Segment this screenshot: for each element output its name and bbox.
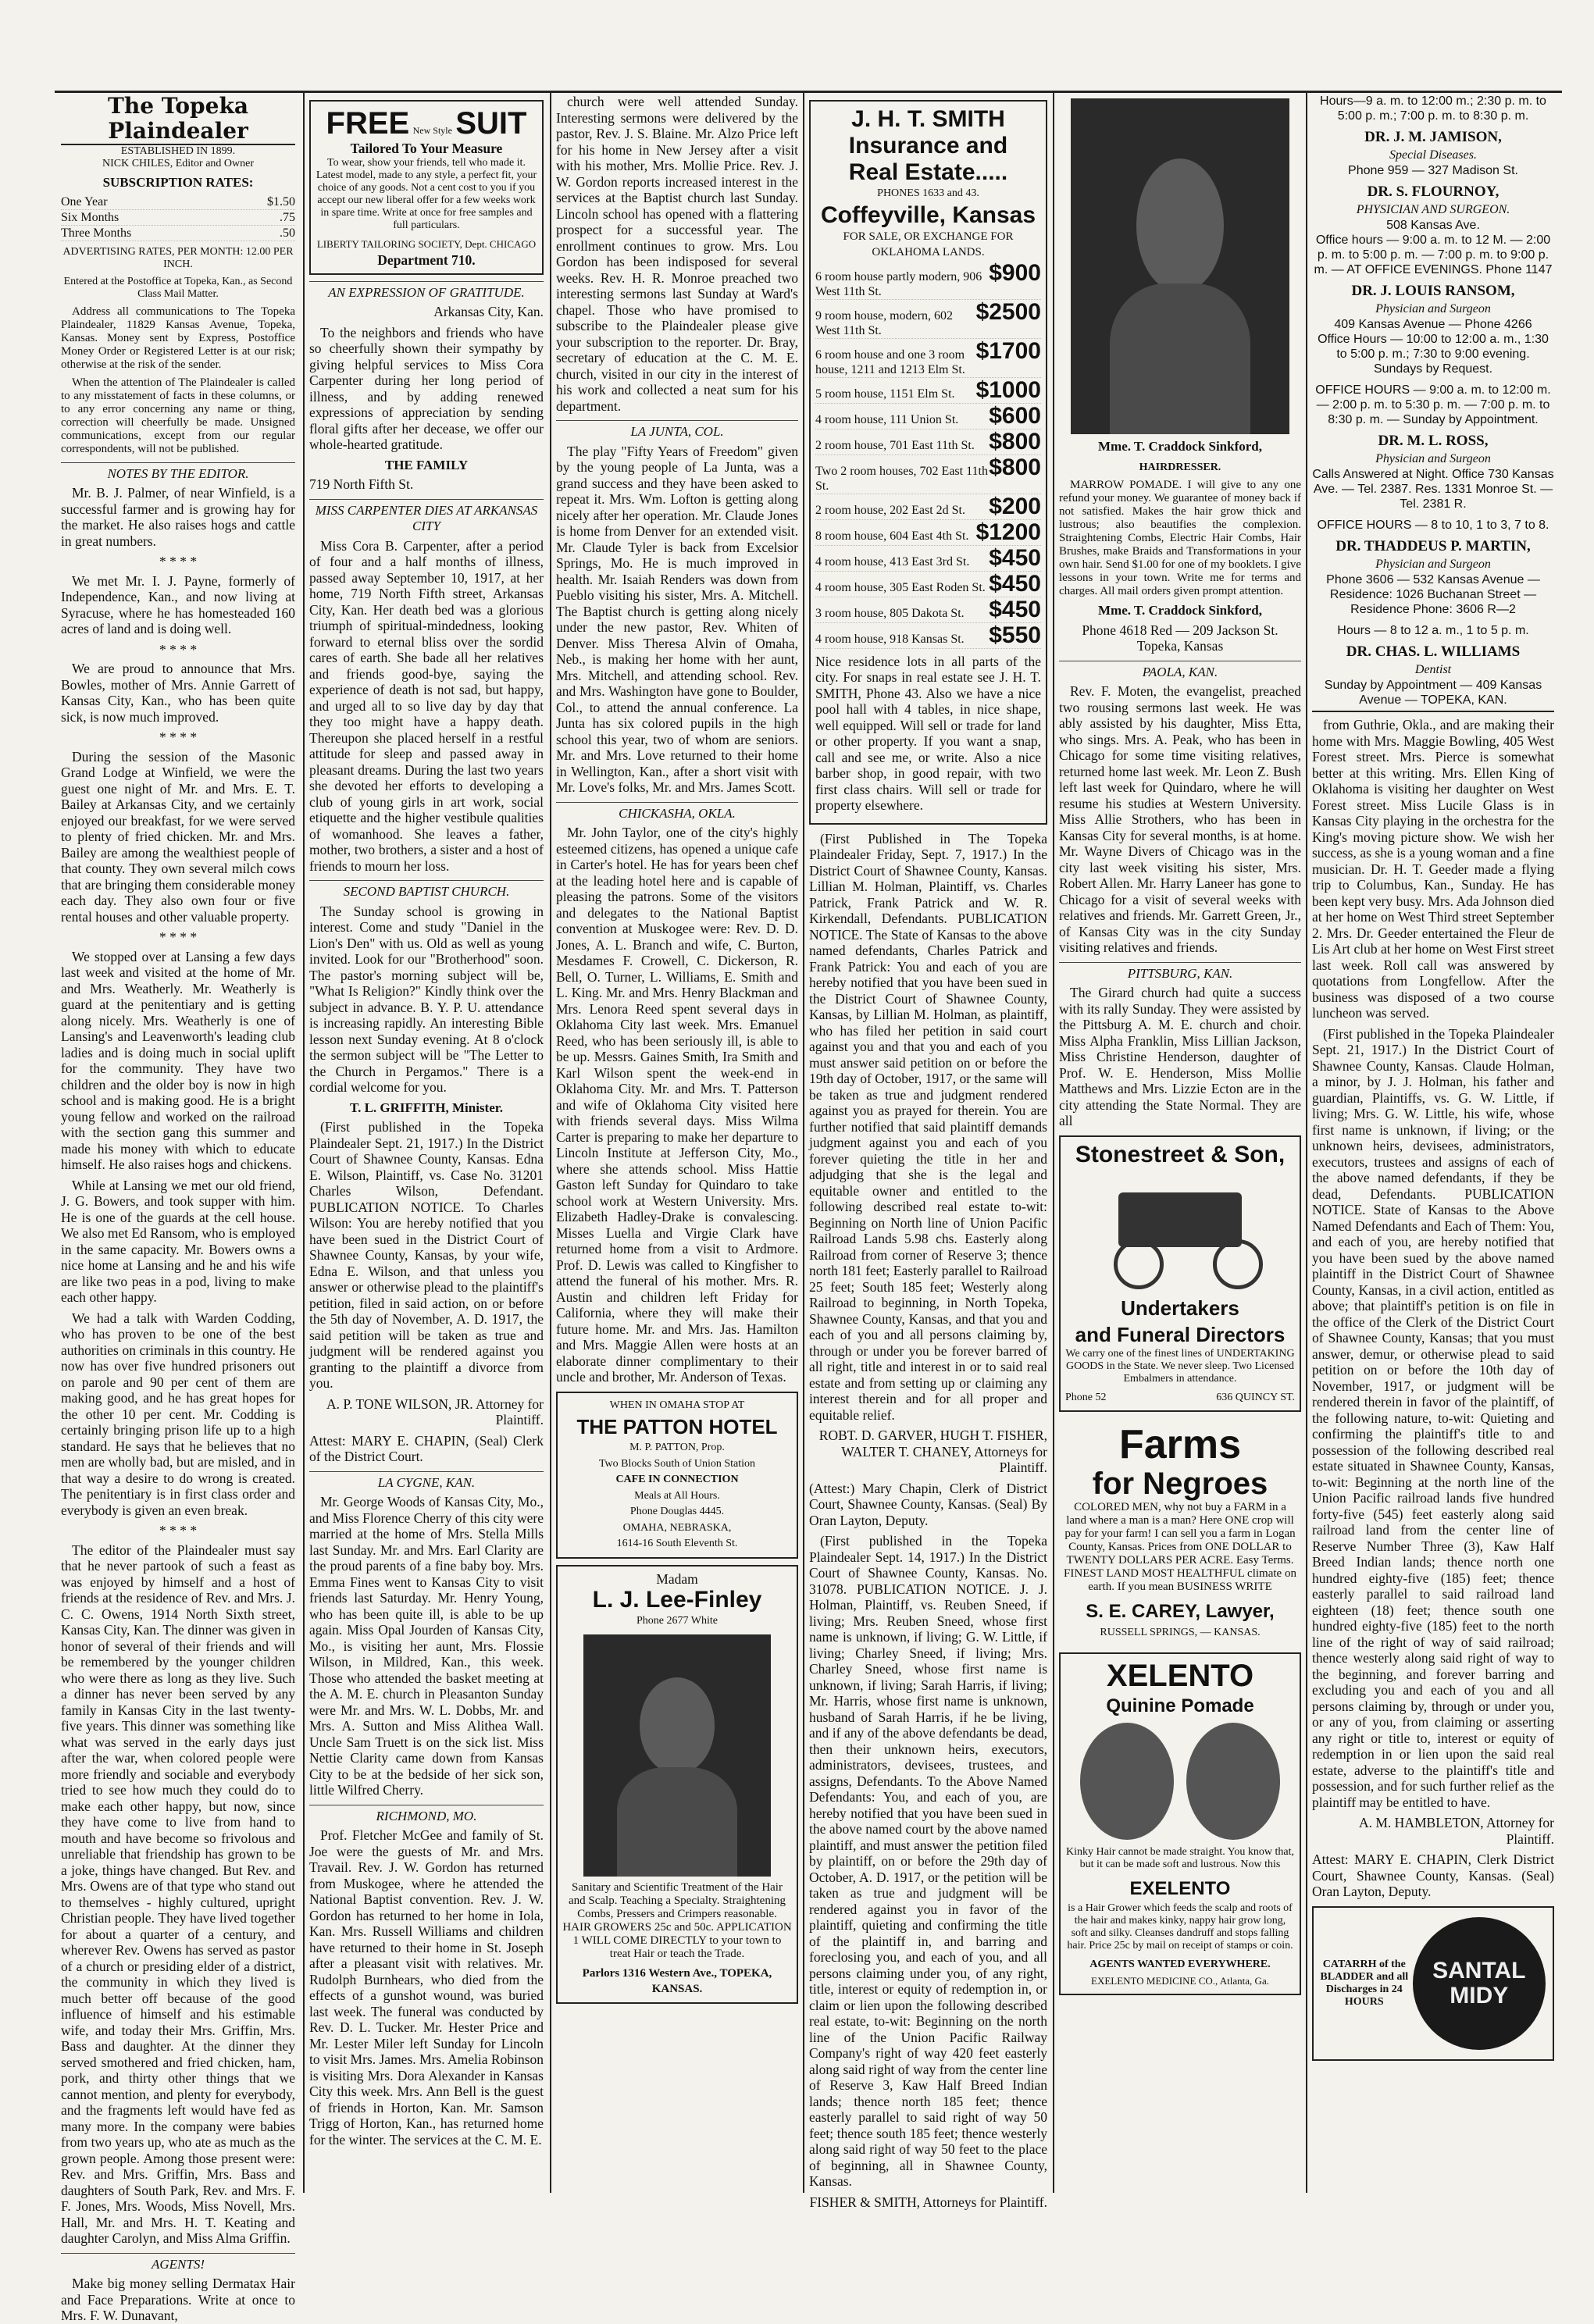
column-1: The Topeka Plaindealer ESTABLISHED IN 1899. NICK CHILES, Editor and Owner SUBSCRIPTION RATES: One Year $1.50 Six Months .75 Three Months .50 ADVERTISING RATES, PER MONTH: 12.00 PER INCH. Entered at the Postoffice at Topeka, Kan., as Second Class Mail Matter. Address all communications to The Topeka Plaindealer, 11829 Kansas Avenue, Topeka, Kansas. Money sent by Express, Postoffice Money Order or Registered Letter is at our risk; otherwise at the risk of the sender. When the attention of The Plaindealer is called to any misstatement of facts in these columns, or to any error concerning any name or thing, correction will cheerfully be made. Unsigned communications, except from our regular correspondents, will not be published. NOTES BY THE EDITOR. Mr. B. J. Palmer, of near Winfield, is a successful farmer and is growing hay for the market. He also raises hogs and cattle in great numbers. * * * * We met Mr. I. J. Payne, formerly of Independence, Kan., and now living at Syracuse, where he has homesteaded 160 acres of land and is doing well. * * * * We are proud to announce that Mrs. Bowles, mother of Mrs. Annie Garrett of Kansas City, Kan., who has been quite sick, is now much improved. * * * * During the session of the Masonic Grand Lodge at Winfield, we were the guest one night of Mr. and Mrs. E. T. Bailey at Arkansas City, and we certainly enjoyed our breakfast, for we were served to plenty of fried chicken. Mr. and Mrs. Bailey are among the wealthiest people of that county. They own several milch cows that are bringing them considerable money each day. They also own four or five rental houses and other valuable property. * * * * We stopped over at Lansing a few days last week and visited at the home of Mr. and Mrs. Weatherly. Mr. Weatherly is guard at the penitentiary and is getting along nicely. Mrs. Weatherly is one of Lansing's and Leavenworth's leading club ladies and is doing much in social uplift for the community. They have two children and the older boy is now in high school and is making good. He is a bright young fellow and worked on the railroad with the section gang this summer and made his money with which to educate himself. He also raises hogs and chickens. While at Lansing we met our old friend, J. G. Bowers, and took supper with him. He is one of the guards at the cell house. We also met Ed Ransom, who is employed in the same capacity. Mr. Bowers owns a nice home at Lansing and he and his wife are like two peas in a pod, living to make each other happy. We had a talk with Warden Codding, who has proven to be one of the best authorities on criminals in this country. He now has over five hundred prisoners out on parole and 90 per cent of them are making good, and he has great hopes for the other 10 per cent. Mr. Codding is certainly bringing prison life up to a high standard. He says that he believes that no men are wholly bad, but are misled, and in that way a desire to do wrong is created. The penitentiary is in first class order and everybody is given an even break. * * * * The editor of the Plaindealer must say that he never partook of such a feast as was enjoyed by himself and a host of friends at the residence of Rev. and Mrs. J. C. C. Owens, 1914 North Sixth street, Kansas City, Kan. The dinner was given in honor of several of their friends and will be remembered by the younger children who were there as long as they live. Such a dinner has never been served by any family in Kansas City in the last twenty-five years. This dinner was something like what was served in the early days just after the war, when colored people were more friendly and sociable and everybody tried to see how much they could do to make each other happy, but now, since they have come to live from hand to mouth and have become so frivolous and unreliable that friendship has grown to be a joke, things have changed. But Rev. and Mrs. Owens are of that type who stand out to themselves - highly cultured, upright Christian people. They have lived together for about a quarter of a century, and wherever Rev. Owens has served as pastor of a church or presiding elder of a district, the community in which they lived is much better off because of the good influence of himself and his estimable wife, and today their Mrs. Griffin, Mrs. Bass and daughter. At the dinner they served smothered and fried chicken, ham, pork, and thirty other things that we cannot mention, and plenty for everybody, and the fragments left would have fed as many more. In the company were babies from two years up, who ate as much as the grown people. Among those present were: Rev. and Mrs. Griffin, Mrs. Bass and daughters of South Park, Rev. and Mrs. F. F. Jones, Mrs. Woods, Miss Novell, Mrs. Hall, Mr. and Mrs. H. T. Keating and daughter Carolyn, and Miss Alma Griffin. AGENTS! Make big money selling Dermatax Hair and Face Preparations. Write at once to Mrs. F. W. Dunavant, — [61, 93, 295, 2323]
baptist-text: The Sunday school is growing in interest. Come and study "Daniel in the Lion's Den" with us. Old as well as young invited. Look for our "Brotherhood" soon. The pastor's morning subject will be, "What Is Religion?" Kindly think over the subject in advance. B. Y. P. U. attendance is increasing rapidly. An interesting Bible lesson next Sunday evening. At 8 o'clock the sermon subject will be "The Letter to the Church in Pergamos." There is a cordial welcome for you. — [309, 903, 544, 1095]
portrait-photo — [583, 1634, 771, 1877]
farms-ad: Farms for Negroes COLORED MEN, why not buy a FARM in a land where a man is a man? Here ONE crop will pay for your farm! I can sell you a farm in Logan County, Kansas. Prices from ONE DOLLAR to TWENTY DOLLARS PER ACRE. Easy Terms. FINEST LAND MOST HEALTHFUL climate on earth. If you mean BUSINESS WRITE S. E. CAREY, Lawyer, RUSSELL SPRINGS, — KANSAS. — [1064, 1422, 1296, 1638]
lajunta-heading: LA JUNTA, COL. — [556, 420, 798, 440]
editor-note: We met Mr. I. J. Payne, formerly of Independence, Kan., and now living at Syracuse, where he has homesteaded 160 acres of land and is doing well. — [61, 572, 295, 636]
richmond-text: Prof. Fletcher McGee and family of St. Joe were the guests of Mr. and Mrs. Travail. Rev. J. W. Gordon has returned from Muskogee, where he attended the National Baptist convention. Rev. J. W. Gordon has returned to her home in Iola, Kan. Mrs. Russell Williams and children have returned to their home in St. Joseph after a pleasant visit with relatives. Mr. Rudolph Burnhears, who died from the effects of a gunshot wound, was buried last week. The funeral was conducted by Rev. D. L. Tucker. Mr. Hester Price and Mr. Lester Miler left Sunday for Lincoln to visit Mrs. James. Mrs. Amelia Robinson is visiting Mrs. Dora Alexander in Kansas City this week. Mrs. Ann Bell is the guest of friends in Horton, Kan. Mr. Samson Trigg of Horton, Kan., has returned home for the winter. The services at the C. M. E. — [309, 1827, 544, 2148]
jamison-name: DR. J. M. JAMISON, — [1364, 129, 1502, 145]
notice-attest: Attest: MARY E. CHAPIN, (Seal) Clerk of the District Court. — [309, 1432, 544, 1464]
stonestreet-ad: Stonestreet & Son, Undertakers and Funeral Directors We carry one of the finest lines of UNDERTAKING GOODS in the State. We never sleep. Two Licensed Embalmers in attendance. Phone 52 636 QUINCY ST. — [1059, 1135, 1301, 1413]
pittsburg-text: The Girard church had quite a success with its rally Sunday. They were assisted by the Pittsburg A. M. E. church and choir. Miss Alpha Franklin, Miss Lillian Jackson, Miss Christine Henderson, daughter of Prof. W. E. Henderson, Miss Mollie Matthews and Mrs. Lizzie Ecton are in the city attending the State Normal. They are all — [1059, 985, 1301, 1128]
agents-heading: AGENTS! — [61, 2253, 295, 2273]
masthead-title: The Topeka Plaindealer — [61, 94, 295, 145]
richmond-heading: RICHMOND, MO. — [309, 1805, 544, 1825]
carpenter-heading: MISS CARPENTER DIES AT ARKANSAS CITY — [309, 499, 544, 535]
column-6: Hours—9 a. m. to 12:00 m.; 2:30 p. m. to 5:00 p. m.; 7:00 p. m. to 8:30 p. m. DR. J. M. JAMISON, Special Diseases. Phone 959 — 327 Madison St. DR. S. FLOURNOY, PHYSICIAN AND SURGEON. 508 Kansas Ave. Office hours — 9:00 a. m. to 12 M. — 2:00 p. m. to 5:00 p. m. — 7:00 p. m. to 9:00 p. m. — AT OFFICE EVENINGS. Phone 1147 DR. J. LOUIS RANSOM, Physician and Surgeon 409 Kansas Avenue — Phone 4266 Office Hours — 10:00 to 12:00 a. m., 1:30 to 5:00 p. m.; 7:30 to 9:00 evening. Sundays by Request. OFFICE HOURS — 9:00 a. m. to 12:00 m. — 2:00 p. m. to 5:30 p. m. — 7:00 p. m. to 8:30 p. m. — Sunday by Appointment. DR. M. L. ROSS, Physician and Surgeon Calls Answered at Night. Office 730 Kansas Ave. — Tel. 2387. Res. 1331 Monroe St. — Tel. 2381 R. OFFICE HOURS — 8 to 10, 1 to 3, 7 to 8. DR. THADDEUS P. MARTIN, Physician and Surgeon Phone 3606 — 532 Kansas Avenue — Residence: 1026 Buchanan Street — Residence Phone: 3606 R—2 Hours — 8 to 12 a. m., 1 to 5 p. m. DR. CHAS. L. WILLIAMS Dentist Sunday by Appointment — 409 Kansas Avenue — TOPEKA, KAN. from Guthrie, Okla., and are making their home with Mrs. Maggie Bowling, 405 West Forest street. Mrs. Pierce is somewhat better at this writing. Mrs. Ellen King of Oklahoma is visiting her daughter on West Forest street. Miss Lucile Glass is in Kansas City playing in the orchestra for the King's moving picture show. We wish her success, as she is a young woman and a fine musician. Dr. H. T. Geeder made a flying trip to Columbus, Kan., Sunday. He has been kept very busy. Mrs. Ada Johnson died at her home on West Third street September 2. Mrs. Dr. Geeder entertained the Fleur de Lis Art club at her home on West First street last week. Roll call was answered by quotations from Longfellow. After the business was disposed of a two course luncheon was served. (First published in the Topeka Plaindealer Sept. 21, 1917.) In the District Court of Shawnee County, Kansas. Claude Holman, a minor, by J. J. Holman, his father and guardian, Plaintiffs, vs. G. W. Little, if living; Mrs. G. W. Little, his wife, whose first name is unknown, if living; or the unknown heirs, devisees, administrators, executors, trustees and assigns of each of the above named defendants, if they be dead, Defendants. PUBLICATION NOTICE. State of Kansas to the Above Named Defendants and Each of Them: You, and each of you, are hereby notified that you have been sued by the above named plaintiff in the District Court of Shawnee County, Kansas, in a civil action, entitled as above; that plaintiff's petition is on file in the office of the Clerk of the District Court of Shawnee County, Kansas; that you must answer, demur, or otherwise plead to said petition on or before the 10th day of November, 1917, or judgment will be rendered therein in favor of the plaintiff, of the following nature, to-wit: Quieting and confirming the plaintiff's title to and possession of the following described real estate situated in Shawnee County, Kansas, to-wit: Beginning at the north line of the Union Pacific railroad lands five hundred forty-five (545) feet easterly along said railroad land from the center line of Reserve Number Three (3), Kaw Half Breed Indian lands; thence north one hundred eighty-five (185) feet; thence easterly parallel to said railroad land eighteen (18) feet; thence south one hundred eighty-five (185) feet to the north line of the right of way of said railroad; thence westerly along said right of way to the beginning, and forever barring and excluding you and each of you and all persons claiming by, through or under you, or any of you, from claiming or asserting any right or title to, interest or equity of redemption in or lien upon the said real estate, adverse to the plaintiff's title and possession, and for such further relief as the plaintiff may be entitled to have. A. M. HAMBLETON, Attorney for Plaintiff. Attest: MARY E. CHAPIN, Clerk District Court, Shawnee County, Kansas. (Seal) Oran Layton, Deputy. CATARRH of the BLADDER and all Discharges in 24 HOURS SANTAL MIDY — [1312, 94, 1554, 2187]
ransom-name: DR. J. LOUIS RANSOM, — [1351, 283, 1515, 299]
gratitude-heading: AN EXPRESSION OF GRATITUDE. — [309, 281, 544, 301]
santal-midy-seal: SANTAL MIDY — [1413, 1917, 1546, 2050]
listing-price: $800 — [989, 454, 1041, 480]
ross-name: DR. M. L. ROSS, — [1378, 433, 1489, 449]
flournoy-name: DR. S. FLOURNOY, — [1367, 184, 1500, 200]
editor-note: We had a talk with Warden Codding, who has proven to be one of the best authorities on criminals in this country. He now has over five hundred prisoners out on parole and 90 per cent of them are making good, and he has great hopes for the other 10 per cent. Mr. Codding is certainly bringing prison life up to a high standard. He says that he believes that no men are wholly bad, but are misled, and in that way a desire to do wrong is created. The penitentiary is in first class order and everybody is given an even break. — [61, 1310, 295, 1518]
listing-price: $2500 — [975, 298, 1041, 325]
smith-real-estate-ad: J. H. T. SMITH Insurance and Real Estate..... PHONES 1633 and 43. Coffeyville, Kansas FOR SALE, OR EXCHANGE FOR OKLAHOMA LANDS. 6 room house partly modern, 906 West 11th St. $900 9 room house, modern, 602 West 11th St. $2500 6 room house and one 3 room house, 1211 and 1213 Elm St. $1700 5 room house, 1151 Elm St. $1000 4 room house, 111 Union St. $600 2 room house, 701 East 11th St. $800 Two 2 room houses, 702 East 11th St. $800 2 room house, 202 East 2d St. $200 8 room house, 604 East 4th St. $1200 4 room house, 413 East 3rd St. $450 4 room house, 305 East Roden St. $450 3 room house, 805 Dakota St. $450 4 room house, 918 Kansas St. $550 Nice residence lots in all parts of the city. For snaps in real estate see J. H. T. SMITH, Phone 43. Also we have a nice pool hall with 4 tables, in nice shape, well equipped. Will sell or trade for land or other property. If you want a snap, call and see me, or write. Also a nice barber shop, in good repair, with two first class chairs. Will sell or trade for property elsewhere. — [809, 100, 1047, 825]
chickasha-text: Mr. John Taylor, one of the city's highly esteemed citizens, has opened a unique cafe in Carter's hotel. He has for years been chef at the leading hotel here and is capable of pleasing the patrons. Some of the visitors and delegates to the National Baptist convention at Muskogee were: Rev. D. D. Jones, A. L. Branch and wife, C. Burton, Mesdames F. Crowell, C. Dickerson, R. Bell, O. Turner, L. Williams, E. Smith and L. King. Mr. and Mrs. Henry Blackman and Mrs. Lenora Reed spent several days in Oklahoma City last week. Mrs. Emanuel Reed, who has been seriously ill, is able to be up. Messrs. Gaines Smith, Ira Smith and Karl Wilson spent the week-end in Oklahoma City. Mr. and Mrs. T. Patterson and wife of Oklahoma City visited here with friends several days. Miss Wilma Carter is preparing to make her departure to Lincoln Institute at Jefferson City, Mo., where she attends school. Miss Hattie Gaston left Sunday for Quindaro to take school work at Western University. Mrs. Elizabeth Hadley-Drake is convalescing. Misses Luella and Virgie Clark have returned home from a visit to Ardmore. Prof. D. Lewis was called to Kingfisher to attend the funeral of his mother. Mrs. R. Austin and children left Friday for California, where they will make their future home. Mr. and Mrs. Jas. Hamilton and Mrs. Maggie Allen were hosts at an elaborate dinner complimentary to their uncle and brother, Mr. Anderson of Texas. — [556, 825, 798, 1385]
listing-price: $900 — [989, 259, 1041, 286]
ad-company: LIBERTY TAILORING SOCIETY, Dept. CHICAGO — [316, 237, 537, 250]
paola-text: Rev. F. Moten, the evangelist, preached two rousing sermons last week. He was ably assisted by his daughter, Miss Etta, who sings. Mrs. A. Peak, who has been in Chicago for some time visiting relatives, returned home last week. Mr. Leon Z. Bush left last week for Quindaro, where he will resume his studies at Western University. Miss Allie Strothers, who has been in Kansas City for several months, is at home. Mr. Wayne Divers of Chicago was in the city last week visiting his sister, Mrs. Robert Allen. Mr. Harry Laneer has gone to Chicago for a visit of several weeks with relatives and friends. Mr. Garrett Green, Jr., of Kansas City was in the city Sunday visiting relatives and friends. — [1059, 683, 1301, 955]
jamison-hours: Hours—9 a. m. to 12:00 m.; 2:30 p. m. to 5:00 p. m.; 7:00 p. m. to 8:30 p. m. — [1320, 94, 1546, 123]
address-note: Address all communications to The Topeka Plaindealer, 11829 Kansas Avenue, Topeka, Kansas. Money sent by Express, Postoffice Money Order or Registered Letter is at our risk; otherwise at the risk of the sender. — [61, 305, 295, 371]
column-3 — [556, 94, 798, 2187]
column-rule — [1053, 92, 1054, 2193]
editor-note: The editor of the Plaindealer must say that he never partook of such a feast as was enjoyed by himself and a host of friends at the residence of Rev. and Mrs. J. C. C. Owens, 1914 North Sixth street, Kansas City, Kan. The dinner was given in honor of several of their friends and will be remembered by the younger children who were there as long as they live. Such a dinner has never been served by any family in Kansas City in the last twenty-five years. This dinner was something like what was served in the early days just after the war, when colored people were more friendly and sociable and everybody tried to see how much they could do to make each other happy, but now, since they have come to live from hand to mouth and have become so frivolous and unreliable that friendship has grown to be a joke, things have changed. But Rev. and Mrs. Owens are of that type who stand out to themselves - highly cultured, upright Christian people. They have lived together for about a quarter of a century, and wherever Rev. Owens has served as pastor of a church or presiding elder of a district, the community in which they lived is much better off because of the good influence of himself and his estimable wife, and today their Mrs. Griffin, Mrs. Bass and daughter. At the dinner they served smothered and fried chicken, ham, pork, and thirty other things that we cannot mention, and plenty for everybody, and the fragments left would have fed as many more. In the company were babies from two years up, who ate as much as the grown people. Among those present were: Rev. and Mrs. Griffin, Mrs. Bass and daughters of South Park, Rev. and Mrs. F. F. Jones, Mrs. Woods, Miss Novell, Mrs. Hall, Mr. and Mrs. H. T. Keating and daughter Carolyn, and Miss Alma Griffin. — [61, 1542, 295, 2246]
listing-price: $200 — [989, 493, 1041, 519]
minister-signature: T. L. GRIFFITH, Minister. — [350, 1100, 503, 1115]
ad-dept: Department 710. — [377, 252, 476, 268]
listing-desc: 6 room house and one 3 room house, 1211 and 1213 Elm St. — [815, 348, 965, 376]
entered-note: Entered at the Postoffice at Topeka, Kan., as Second Class Mail Matter. — [63, 275, 293, 300]
notes-heading: NOTES BY THE EDITOR. — [61, 462, 295, 483]
lajunta-text: The play "Fifty Years of Freedom" given by the young people of La Junta, was a grand success and they have been asked to repeat it. Mrs. Wm. Lofton is getting along nicely after her operation. Mr. Claude Jones is home from Denver for an extended visit. Mr. Claude Tyler is back from Excelsior Springs, Mo. He is much improved in health. Mr. Isaiah Renders was down from Pueblo visiting his sister, Mrs. A. Mitchell. The Baptist church is getting along nicely under the new pastor, Rev. Whiten of Denver. Miss Theresa Alvin of Omaha, Neb., is making her home with her aunt, Mrs. Mitchell, and attending school. Rev. and Mrs. Washington have gone to Boulder, Col., to attend the annual conference. La Junta has six colored pupils in the high school this year, two of whom are seniors. Mr. and Mrs. Love returned to their home in Wellington, Kan., after a short visit with Mr. Love's folks, Mr. and Mrs. James Scott. — [556, 443, 798, 795]
listing-row — [815, 494, 1041, 520]
listing-desc: 3 room house, 805 Dakota St. — [815, 606, 965, 620]
chickasha-heading: CHICKASHA, OKLA. — [556, 802, 798, 822]
column-rule — [1306, 92, 1307, 2193]
listing-desc: 8 room house, 604 East 4th St. — [815, 529, 969, 543]
lee-finley-name: L. J. Lee-Finley — [592, 1587, 762, 1613]
attention-note: When the attention of The Plaindealer is called to any misstatement of facts in these columns, or to any error concerning any name or thing, correction will cheerfully be made. Unsigned communications, except from our regular correspondents, will not be published. — [61, 376, 295, 455]
pittsburg-heading: PITTSBURG, KAN. — [1059, 962, 1301, 982]
little-notice: (First published in the Topeka Plaindealer Sept. 21, 1917.) In the District Court of Shawnee County, Kansas. Claude Holman, a minor, by J. J. Holman, his father and guardian, Plaintiffs, vs. G. W. Little, if living; Mrs. G. W. Little, his wife, whose first name is unknown, if living; or the unknown heirs, devisees, administrators, executors, trustees and assigns of each of the above named defendants, if they be dead, Defendants. PUBLICATION NOTICE. State of Kansas to the Above Named Defendants and Each of Them: You, and each of you, are hereby notified that you have been sued by the above named plaintiff in the District Court of Shawnee County, Kansas, in a civil action, entitled as above; that plaintiff's petition is on file in the office of the Clerk of the District Court of Shawnee County, Kansas; that you must answer, demur, or otherwise plead to said petition on or before the 10th day of November, 1917, or judgment will be rendered therein in favor of the plaintiff, of the following nature, to-wit: Quieting and confirming the plaintiff's title to and possession of the following described real estate situated in Shawnee County, Kansas, to-wit: Beginning at the north line of the Union Pacific railroad lands five hundred forty-five (545) feet easterly along said railroad land from the center line of Reserve Number Three (3), Kaw Half Breed Indian lands; thence north one hundred eighty-five (185) feet; thence easterly parallel to said railroad land eighteen (18) feet; thence south one hundred eighty-five (185) feet to the north line of the right of way of said railroad; thence westerly along said right of way to the beginning, and forever barring and excluding you and each of you and all persons claiming by, through or under you, or any of you, from claiming or asserting any right or title to, interest or equity of redemption in or lien upon the said real estate, adverse to the plaintiff's title and possession, and for such further relief as the plaintiff may be entitled to have. — [1312, 1025, 1554, 1810]
rate-row: Three Months .50 — [61, 226, 295, 240]
listing-desc: 2 room house, 701 East 11th St. — [815, 438, 975, 452]
listing-price: $1000 — [975, 376, 1041, 403]
listing-row — [815, 546, 1041, 572]
listing-price: $550 — [989, 622, 1041, 648]
editor-note: We stopped over at Lansing a few days last week and visited at the home of Mr. and Mrs. Weatherly. Mr. Weatherly is guard at the penitentiary and is getting along nicely. Mrs. Weatherly is one of Lansing's and Leavenworth's leading club ladies and is doing much in social uplift for the community. They have two children and the older boy is now in high school and is making good. He is a bright young fellow and worked on the railroad with the section gang this summer and made his money with which to educate himself. He also raises hogs and chickens. — [61, 948, 295, 1172]
xelento-title: XELENTO — [1106, 1658, 1254, 1693]
lacygne-text: Mr. George Woods of Kansas City, Mo., and Miss Florence Cherry of this city were married at the home of Mrs. Stella Mills last Sunday. Mr. and Mrs. Earl Clarity are the proud parents of a fine baby boy. Mrs. Emma Fines went to Kansas City to visit friends last Saturday. Mr. Henry Young, who has been quite ill, is able to be up again. Miss Opal Jourden of Kansas City, Mo., is visiting her aunt, Mrs. Flossie Wilson, in Mildred, Kan., this week. Those who attended the basket meeting at the A. M. E. church in Pleasanton Sunday were Mr. and Mrs. W. L. Dobbs, Mr. and Mrs. A. Sutton and Miss Alithea Wall. Uncle Sam Truett is on the sick list. Miss Nettie Clarity came down from Kansas City to be at the bedside of her sick son, little Wilfred Cherry. — [309, 1494, 544, 1798]
xelento-portraits — [1065, 1720, 1295, 1847]
family-address: 719 North Fifth St. — [309, 476, 414, 492]
listing-price: $450 — [989, 570, 1041, 597]
hearse-illustration — [1077, 1173, 1284, 1290]
listing-row — [815, 404, 1041, 430]
ad-new-style: New Style — [412, 125, 452, 136]
lee-finley-ad: Madam L. J. Lee-Finley Phone 2677 White Sanitary and Scientific Treatment of the Hair and Scalp. Teaching a Specialty. Straightening Combs, Pressers and Crimpers reasonable. HAIR GROWERS 25c and 50c. APPLICATION 1 WILL COME DIRECTLY to your town to treat Hair or teach the Trade. Parlors 1316 Western Ave., TOPEKA, KANSAS. — [556, 1565, 798, 2004]
carpenter-text: Miss Cora B. Carpenter, after a period of four and a half months of illness, passed away September 10, 1917, at her home, 719 North Fifth street, Arkansas City, Kan. Her death bed was a glorious triumph of spiritual-mindedness, looking forward to eternal bliss over the sordid cares of earth. She bade all her relatives and friends good-bye, saying the experience of death is not sad, but happy, and urged all to so live day by day that they too might have a happy death. Thereupon she placed herself in a restful attitude for sleep and passed away in pleasant dreams. During the last two years she devoted her efforts to developing a club of young girls in art work, social etiquette and the higher vestibule qualities of womanhood. She leaves a father, mother, two brothers, a sister and a host of friends to mourn her loss. — [309, 537, 544, 874]
listing-desc: 6 room house partly modern, 906 West 11th St. — [815, 269, 982, 298]
listing-desc: 9 room house, modern, 602 West 11th St. — [815, 308, 953, 337]
editor-note: During the session of the Masonic Grand Lodge at Winfield, we were the guest one night of Mr. and Mrs. E. T. Bailey at Arkansas City, and we certainly enjoyed our breakfast, for we were served to plenty of fried chicken. Mr. and Mrs. Bailey are among the wealthiest people of that county. They own several milch cows that are bringing them considerable money each day. They also own four or five rental houses and other valuable property. — [61, 748, 295, 925]
smith-name: J. H. T. SMITH — [851, 106, 1005, 132]
ad-free: FREE — [326, 106, 410, 141]
listing-price: $450 — [989, 596, 1041, 622]
listing-row — [815, 455, 1041, 494]
listing-desc: 5 room house, 1151 Elm St. — [815, 387, 955, 401]
holman-notice: (First Published in The Topeka Plaindealer Friday, Sept. 7, 1917.) In the District Court of Shawnee County, Kansas. Lillian M. Holman, Plaintiff, vs. Charles Patrick, Frank Patrick and W. R. Kirkendall, Defendants. PUBLICATION NOTICE. The State of Kansas to the above named defendants, Charles Patrick and Frank Patrick: You and each of you are hereby notified that you have been sued in the District Court of Shawnee County, Kansas, by Lillian M. Holman, as plaintiff, who has filed her petition in said court against you and that you and each of you must answer said petition on or before the 19th day of October, 1917, or the same will be taken as true and judgment rendered against you as prayed for therein. You are further notified that said plaintiff demands judgment against you and each of you forever quieting the title in her and adjudging that she is the legal and equitable owner and entitled to the following described real estate to-wit: Beginning on North line of Union Pacific Railroad Lands 5.98 chs. Easterly along Railroad from corner of Reserve 3; thence north 181 feet; Easterly parallel to Railroad 25 feet; South 185 feet; Westerly along Railroad to beginning, in North Topeka, Shawnee County, Kansas, and that you and each of you and all persons claiming by, through or under you be forever barred of all right, title and interest in or to said real estate and from setting up or claiming any interest therein and for all proper and equitable relief. — [809, 830, 1047, 1423]
listing-price: $1700 — [975, 337, 1041, 364]
editor-note: We are proud to announce that Mrs. Bowles, mother of Mrs. Annie Garrett of Kansas City, Kan., who has been quite sick, is now much improved. — [61, 661, 295, 725]
masthead-editor: NICK CHILES, Editor and Owner — [102, 158, 255, 169]
listing-price: $600 — [989, 402, 1041, 429]
patton-hotel-ad: WHEN IN OMAHA STOP AT THE PATTON HOTEL M. P. PATTON, Prop. Two Blocks South of Union Station CAFE IN CONNECTION Meals at All Hours. Phone Douglas 4445. OMAHA, NEBRASKA, 1614-16 South Eleventh St. — [556, 1392, 798, 1559]
column-rule — [303, 92, 305, 2193]
williams-name: DR. CHAS. L. WILLIAMS — [1346, 643, 1521, 660]
martin-name: DR. THADDEUS P. MARTIN, — [1335, 538, 1531, 554]
richmond-continued: church were well attended Sunday. Interesting sermons were delivered by the pastor, Rev. J. S. Blaine. Mr. Alzo Price left for his home in New Jersey after a visit with his mother, Mrs. Mollie Price. Rev. J. W. Gordon reports increased interest in the services at the Baptist church last Sunday. Lincoln school has opened with a flattering prospect for a successful year. The enrollment continues to grow. Mrs. Lou Gordon has been indisposed for several weeks. Rev. H. R. Monroe preached two interesting sermons last Sunday at Ward's chapel. Those who have promised to subscribe to the Plaindealer please give your subscription to the reporter. Dr. Bray, secretary of education at the C. M. E. church, visited in our city in the interest of his work and collected a neat sum for his department. — [556, 94, 798, 414]
column-rule — [803, 92, 804, 2193]
listing-desc: 4 room house, 918 Kansas St. — [815, 632, 965, 646]
free-suit-ad — [309, 100, 544, 275]
column-2 — [309, 94, 544, 2187]
top-rule — [55, 91, 1562, 93]
sneed-notice: (First published in the Topeka Plaindealer Sept. 14, 1917.) In the District Court of Shawnee County, Kansas. No. 31078. PUBLICATION NOTICE. J. J. Holman, Plaintiff, vs. Reuben Sneed, if living; Mrs. Reuben Sneed, whose first name is unknown, if living; G. W. Little, if living; Charley Sneed, if living; Mrs. Charley Sneed, whose first name is unknown, if living; Sarah Harris, if living; Mr. Harris, whose first name is unknown, husband of Sarah Harris, if he be living, and if any of the above defendants be dead, then their unknown heirs, executors, administrators, devisees, trustees, and assigns, Defendants. To the Above Named Defendants: You, and each of you, are hereby notified that you have been sued in the above named court by the above named plaintiff, and must answer the petition filed by plaintiff, on or before the 29th day of October, A. D. 1917, or the petition will be taken as true and judgment will be rendered against you in favor of the plaintiff, quieting and confirming the title of the plaintiff in, and barring and foreclosing you, and each of you, and all persons claiming under you, of any right, title, interest or equity of redemption in, or claim or lien upon the following described real estate, to-wit: Beginning on the north line of the Union Pacific Railway Company's right of way 420 feet easterly along said right of way from the center line of Reserve 3, Kaw Half Breed Indian lands; thence north 185 feet; thence easterly parallel to said right of way 50 feet; thence south 185 feet; thence westerly along said right of way 50 feet to the place of beginning, all in Shawnee County, Kansas. — [809, 1533, 1047, 2189]
listing-price: $1200 — [975, 519, 1041, 545]
masthead-established: ESTABLISHED IN 1899. — [120, 145, 236, 157]
column-5: Mme. T. Craddock Sinkford, HAIRDRESSER. MARROW POMADE. I will give to any one refund your money. We guarantee of money back if not satisfied. Makes the hair grow thick and lustrous; also beautifies the complexion. Straightening Combs, Electric Hair Combs, Hair Brushes, make Braids and Transformations in your own hair. Send $1.00 for one of my booklets. I give lessons in your town. Write me for terms and charges. All mail orders given prompt attention. Mme. T. Craddock Sinkford, Phone 4618 Red — 209 Jackson St. Topeka, Kansas PAOLA, KAN. Rev. F. Moten, the evangelist, preached two rousing sermons last week. He was ably assisted by his daughter, Miss Etta, who sings. Mrs. A. Peak, who has been in Chicago for some time visiting relatives, returned home last week. Mr. Leon Z. Bush left last week for Quindaro, where he will resume his studies at Western University. Miss Allie Strothers, who has been in Kansas City for several months, is at home. Mr. Wayne Divers of Chicago was in the city last week visiting his sister, Mrs. Robert Allen. Mr. Harry Laneer has gone to Chicago for a visit of several weeks with relatives and friends. Mr. Garrett Green, Jr., of Kansas City was in the city Sunday visiting relatives and friends. PITTSBURG, KAN. The Girard church had quite a success with its rally Sunday. They were assisted by the Pittsburg A. M. E. church and choir. Miss Alpha Franklin, Miss Lillian Jackson, Miss Christine Henderson, daughter of Prof. W. E. Henderson, Miss Mollie Matthews and Mrs. Lizzie Ecton are in the city attending the State Normal. They are all Stonestreet & Son, Undertakers and Funeral Directors We carry one of the finest lines of UNDERTAKING GOODS in the State. We never sleep. Two Licensed Embalmers in attendance. Phone 52 636 QUINCY ST. Farms for Negroes COLORED MEN, why not buy a FARM in a land where a man is a man? Here ONE crop will pay for your farm! I can sell you a farm in Logan County, Kansas. Prices from ONE DOLLAR to TWENTY DOLLARS PER ACRE. Easy Terms. FINEST LAND MOST HEALTHFUL climate on earth. If you mean BUSINESS WRITE S. E. CAREY, Lawyer, RUSSELL SPRINGS, — KANSAS. XELENTO Quinine Pomade Kinky Hair cannot be made straight. You know that, but it can be made soft and lustrous. Now this EXELENTO is a Hair Grower which feeds the scalp and roots of the hair and makes kinky, nappy hair grow long, soft and silky. Cleanses dandruff and stops falling hair. Price 25c by mail on receipt of stamps or coin. AGENTS WANTED EVERYWHERE. EXELENTO MEDICINE CO., Atlanta, Ga. — [1059, 94, 1301, 2187]
sinkford-caption: Mme. T. Craddock Sinkford, — [1097, 439, 1262, 454]
listing-row — [815, 261, 1041, 300]
listing-row — [815, 430, 1041, 455]
stonestreet-name: Stonestreet & Son, — [1075, 1141, 1286, 1167]
sinkford-portrait — [1071, 98, 1289, 434]
notice-attorney: A. P. TONE WILSON, JR. Attorney for Plaintiff. — [326, 1395, 544, 1428]
listing-price: $800 — [989, 428, 1041, 454]
subscription-header: SUBSCRIPTION RATES: — [102, 175, 254, 190]
advertising-rates: ADVERTISING RATES, PER MONTH: 12.00 PER INCH. — [62, 245, 294, 270]
ad-body: To wear, show your friends, tell who made it. Latest model, made to any style, a perfect fit, your choice of any goods. Not a cent cost to you if you accept our new liberal offer for a few weeks work in spare time. Write at once for free samples and full particulars. — [316, 156, 537, 231]
rate-row: One Year $1.50 — [61, 194, 295, 209]
editor-note: While at Lansing we met our old friend, J. G. Bowers, and took supper with him. He is one of the guards at the cell house. We also met Ed Ransom, who is employed in the same capacity. Mr. Bowers owns a nice home at Lansing and he and his wife are like two peas in a pod, living to make each other happy. — [61, 1177, 295, 1305]
gratitude-text: To the neighbors and friends who have so cheerfully shown their sympathy by giving helpful services to Miss Cora Carpenter during her long period of illness, and by adding renewed expressions of appreciation by sending floral gifts after her decease, we offer our whole-hearted gratitude. — [309, 324, 544, 452]
pittsburg-continued: from Guthrie, Okla., and are making their home with Mrs. Maggie Bowling, 405 West Forest street. Mrs. Pierce is somewhat better at this writing. Mrs. Ellen King of Oklahoma is visiting her daughter on West Forest street. Miss Lucile Glass is in Kansas City playing in the orchestra for the King's moving picture show. We wish her success, as she is a young woman and a fine musician. Dr. H. T. Geeder made a flying trip to Columbus, Kan., Sunday. He has been kept very busy. Mrs. Ada Johnson died at her home on West Third street September 2. Mrs. Dr. Geeder entertained the Fleur de Lis Art club at her home on West First street last week. Roll call was answered by quotations from Longfellow. After the business was disposed of a two course luncheon was served. — [1312, 717, 1554, 1021]
listing-desc: 4 room house, 413 East 3rd St. — [815, 554, 970, 569]
listing-desc: Two 2 room houses, 702 East 11th St. — [815, 464, 988, 493]
smith-city: Coffeyville, Kansas — [820, 201, 1036, 228]
listing-desc: 4 room house, 111 Union St. — [815, 412, 959, 426]
column-rule — [550, 92, 551, 2193]
listing-price: $450 — [989, 544, 1041, 571]
lacygne-heading: LA CYGNE, KAN. — [309, 1471, 544, 1492]
listing-row — [815, 339, 1041, 378]
listing-row — [815, 378, 1041, 404]
santal-midy-ad: CATARRH of the BLADDER and all Discharges in 24 HOURS SANTAL MIDY — [1312, 1906, 1554, 2061]
ad-suit: SUIT — [455, 106, 527, 141]
listing-desc: 4 room house, 305 East Roden St. — [815, 580, 986, 594]
listing-row — [815, 520, 1041, 546]
listing-row — [815, 597, 1041, 623]
baptist-heading: SECOND BAPTIST CHURCH. — [309, 880, 544, 900]
listing-desc: 2 room house, 202 East 2d St. — [815, 503, 965, 517]
listing-table — [815, 261, 1041, 649]
agents-text: Make big money selling Dermatax Hair and Face Preparations. Write at once to Mrs. F. W. Dunavant, — [61, 2276, 295, 2323]
patton-hotel-name: THE PATTON HOTEL — [576, 1415, 778, 1438]
gratitude-place: Arkansas City, Kan. — [433, 304, 544, 319]
listing-row — [815, 623, 1041, 649]
divorce-notice: (First published in the Topeka Plaindealer Sept. 21, 1917.) In the District Court of Shawnee County, Kansas. Edna E. Wilson, Plaintiff, vs. Case No. 31201 Charles Wilson, Defendant. PUBLICATION NOTICE. To Charles Wilson: You are hereby notified that you have been sued in the District Court of Shawnee County, Kansas, by your wife, Edna E. Wilson, and that unless you answer or otherwise plead to the plaintiff's petition, filed in said action, on or before the 5th day of November, A. D. 1917, the said petition will be taken as true and judgment will be rendered against you granting to the plaintiff a divorce from you. — [309, 1119, 544, 1391]
listing-row — [815, 300, 1041, 339]
xelento-ad: XELENTO Quinine Pomade Kinky Hair cannot be made straight. You know that, but it can be made soft and lustrous. Now this EXELENTO is a Hair Grower which feeds the scalp and roots of the hair and makes kinky, nappy hair grow long, soft and silky. Cleanses dandruff and stops falling hair. Price 25c by mail on receipt of stamps or coin. AGENTS WANTED EVERYWHERE. EXELENTO MEDICINE CO., Atlanta, Ga. — [1059, 1652, 1301, 1996]
family-signature: THE FAMILY — [384, 457, 469, 472]
editor-note: Mr. B. J. Palmer, of near Winfield, is a successful farmer and is growing hay for the market. He also raises hogs and cattle in great numbers. — [61, 485, 295, 549]
farms-title: Farms — [1118, 1422, 1242, 1467]
ad-tagline: Tailored To Your Measure — [350, 141, 503, 156]
listing-row — [815, 572, 1041, 597]
column-4: J. H. T. SMITH Insurance and Real Estate..... PHONES 1633 and 43. Coffeyville, Kansas FOR SALE, OR EXCHANGE FOR OKLAHOMA LANDS. 6 room house partly modern, 906 West 11th St. $900 9 room house, modern, 602 West 11th St. $2500 6 room house and one 3 room house, 1211 and 1213 Elm St. $1700 5 room house, 1151 Elm St. $1000 4 room house, 111 Union St. $600 2 room house, 701 East 11th St. $800 Two 2 room houses, 702 East 11th St. $800 2 room house, 202 East 2d St. $200 8 room house, 604 East 4th St. $1200 4 room house, 413 East 3rd St. $450 4 room house, 305 East Roden St. $450 3 room house, 805 Dakota St. $450 4 room house, 918 Kansas St. $550 Nice residence lots in all parts of the city. For snaps in real estate see J. H. T. SMITH, Phone 43. Also we have a nice pool hall with 4 tables, in nice shape, well equipped. Will sell or trade for land or other property. If you want a snap, call and see me, or write. Also a nice barber shop, in good repair, with two first class chairs. Will sell or trade for property elsewhere. (First Published in The Topeka Plaindealer Friday, Sept. 7, 1917.) In the District Court of Shawnee County, Kansas. Lillian M. Holman, Plaintiff, vs. Charles Patrick, Frank Patrick and W. R. Kirkendall, Defendants. PUBLICATION NOTICE. The State of Kansas to the above named defendants, Charles Patrick and Frank Patrick: You and each of you are hereby notified that you have been sued in the District Court of Shawnee County, Kansas, by Lillian M. Holman, as plaintiff, who has filed her petition in said court against you and that you and each of you must answer said petition on or before the 19th day of October, 1917, or the same will be taken as true and judgment rendered against you as prayed for therein. You are further notified that said plaintiff demands judgment against you and each of you forever quieting the title in her and adjudging that she is the legal and equitable owner and entitled to the following described real estate to-wit: Beginning on North line of Union Pacific Railroad Lands 5.98 chs. Easterly along Railroad from corner of Reserve 3; thence north 181 feet; Easterly parallel to Railroad 25 feet; South 185 feet; Westerly along Railroad to beginning, in North Topeka, Shawnee County, Kansas, and that you and each of you and all persons claiming by, through or under you be forever barred of all right, title and interest in or to said real estate and from setting up or claiming any interest therein and for all proper and equitable relief. ROBT. D. GARVER, HUGH T. FISHER, WALTER T. CHANEY, Attorneys for Plaintiff. (Attest:) Mary Chapin, Clerk of District Court, Shawnee County, Kansas. (Seal) By Oran Layton, Deputy. (First published in the Topeka Plaindealer Sept. 14, 1917.) In the District Court of Shawnee County, Kansas. No. 31078. PUBLICATION NOTICE. J. J. Holman, Plaintiff, vs. Reuben Sneed, if living; Mrs. Reuben Sneed, whose first name is unknown, if living; G. W. Little, if living; Charley Sneed, if living; Mrs. Charley Sneed, whose first name is unknown, if living; Sarah Harris, if living; Mr. Harris, whose first name is unknown, husband of Sarah Harris, if he be living, and if any of the above defendants be dead, then their unknown heirs, executors, administrators, devisees, trustees, and assigns, Defendants. To the Above Named Defendants: You, and each of you, are hereby notified that you have been sued in the above named court by the above named plaintiff, and must answer the petition filed by plaintiff, on or before the 29th day of October, A. D. 1917, or the petition will be taken as true and judgment will be rendered against you in favor of the plaintiff, quieting and confirming the title of the plaintiff in, and barring and foreclosing you, and each of you, and all persons claiming under you, of any right, title, interest or equity of redemption in, or claim or lien upon the following described real estate, to-wit: Beginning on the north line of the Union Pacific Railway Company's right of way 420 feet easterly along said right of way from the center line of Reserve 3, Kaw Half Breed Indian lands; thence north 185 feet; thence easterly parallel to said right of way 50 feet; thence south 185 feet; thence westerly along said right of way 50 feet to the place of beginning, all in Shawnee County, Kansas. FISHER & SMITH, Attorneys for Plaintiff. — [809, 94, 1047, 2187]
rate-row: Six Months .75 — [61, 210, 295, 224]
paola-heading: PAOLA, KAN. — [1059, 661, 1301, 681]
